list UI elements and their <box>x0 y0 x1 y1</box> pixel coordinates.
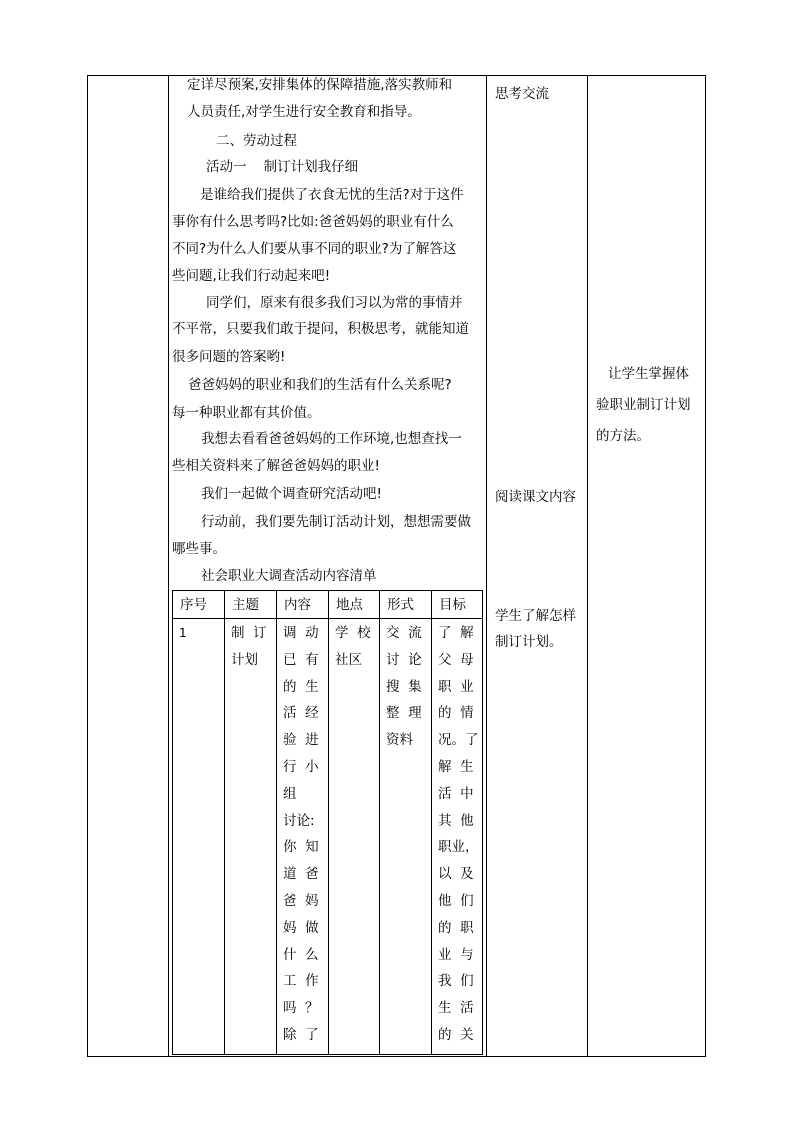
cell-line: 组 <box>283 785 297 802</box>
header-place: 地点 <box>329 591 380 619</box>
paragraph-line: 很多问题的答案哟! <box>172 349 286 365</box>
header-goal: 目标 <box>432 591 483 619</box>
cell-line: 妈 做 <box>283 919 319 936</box>
cell-line: 制 订 <box>231 625 267 641</box>
column-divider-3 <box>587 75 588 1057</box>
cell-line: 交 流 <box>386 625 422 641</box>
paragraph-line: 些问题,让我们行动起来吧! <box>172 268 331 284</box>
header-content: 内容 <box>277 591 329 619</box>
cell-line: 他 们 <box>438 893 474 909</box>
cell-line: 其 他 <box>438 812 474 829</box>
cell-line: 你 知 <box>283 839 319 856</box>
paragraph-line: 同学们，原来有很多我们习以为常的事情并 <box>206 295 463 311</box>
cell-line: 我 们 <box>438 973 474 990</box>
cell-form <box>380 619 432 1055</box>
student-activity-plan-1: 学生了解怎样 <box>495 608 576 624</box>
cell-line: 除 了 <box>283 1027 319 1043</box>
cell-line: 的 职 <box>438 919 474 936</box>
paragraph-line: 不同?为什么人们要从事不同的职业?为了解答这 <box>172 241 457 257</box>
cell-line: 况。了 <box>438 732 479 749</box>
paragraph-line: 哪些事。 <box>172 541 226 557</box>
cell-line: 计划 <box>231 651 258 668</box>
header-topic: 主题 <box>225 591 277 619</box>
cell-line: 活 中 <box>438 785 474 802</box>
paragraph-line: 定详尽预案,安排集体的保障措施,落实教师和 <box>187 77 453 93</box>
cell-line: 职业， <box>438 839 479 856</box>
cell-line: 社区 <box>335 651 362 668</box>
cell-line: 的 生 <box>283 678 319 695</box>
cell-topic <box>225 619 277 1055</box>
cell-line: 的 关 <box>438 1027 474 1043</box>
header-form: 形式 <box>380 591 432 619</box>
paragraph-line: 行动前，我们要先制订活动计划，想想需要做 <box>201 514 471 530</box>
cell-line: 业 与 <box>438 946 474 963</box>
cell-line: 工 作 <box>283 973 319 990</box>
activity-heading: 活动一 制订计划我仔细 <box>206 159 359 175</box>
paragraph-line: 我们一起做个调查研究活动吧! <box>201 486 382 502</box>
cell-content <box>277 619 329 1055</box>
cell-line: 讨论: <box>283 812 315 829</box>
cell-line: 什 么 <box>283 946 319 963</box>
paragraph-line: 不平常，只要我们敢于提问，积极思考，就能知道 <box>172 321 469 337</box>
cell-seq: 1 <box>173 619 225 1055</box>
cell-place <box>329 619 380 1055</box>
cell-line: 父 母 <box>438 651 474 668</box>
cell-line: 资料 <box>386 732 413 749</box>
design-intent-1: 让学生掌握体 <box>608 366 689 382</box>
cell-line: 行 小 <box>283 759 319 775</box>
paragraph-line: 些相关资料来了解爸爸妈妈的职业! <box>172 458 380 474</box>
cell-line: 生 活 <box>438 1000 474 1017</box>
cell-line: 的 情 <box>438 705 474 722</box>
paragraph-line: 我想去看看爸爸妈妈的工作环境,也想查找一 <box>201 431 462 447</box>
table-caption: 社会职业大调查活动内容清单 <box>201 568 377 584</box>
paragraph-line: 爸爸妈妈的职业和我们的生活有什么关系呢? <box>188 377 452 393</box>
cell-goal <box>432 619 483 1055</box>
student-activity-read: 阅读课文内容 <box>495 489 576 505</box>
cell-line: 搜 集 <box>386 678 422 695</box>
section-heading: 二、劳动过程 <box>216 133 297 149</box>
cell-line: 学 校 <box>335 625 371 641</box>
column-divider-1 <box>168 75 169 1057</box>
column-divider-2 <box>486 75 487 1057</box>
cell-line: 整 理 <box>386 705 422 722</box>
paragraph-line: 事你有什么思考吗?比如:爸爸妈妈的职业有什么 <box>172 214 454 230</box>
cell-line: 讨 论 <box>386 651 422 668</box>
cell-line: 职 业 <box>438 678 474 695</box>
student-activity-plan-2: 制订计划。 <box>495 634 563 650</box>
cell-line: 调 动 <box>283 625 319 641</box>
paragraph-line: 是谁给我们提供了衣食无忧的生活?对于这件 <box>200 187 464 203</box>
design-intent-3: 的方法。 <box>596 428 650 444</box>
cell-line: 了 解 <box>438 625 474 641</box>
paragraph-line: 每一种职业都有其价值。 <box>172 405 321 421</box>
header-seq: 序号 <box>173 591 225 619</box>
paragraph-line: 人员责任,对学生进行安全教育和指导。 <box>187 104 421 120</box>
cell-line: 以 及 <box>438 866 474 883</box>
cell-line: 活 经 <box>283 705 319 722</box>
design-intent-2: 验职业制订计划 <box>596 397 691 413</box>
cell-line: 验 进 <box>283 732 319 749</box>
student-activity-discuss: 思考交流 <box>495 86 549 102</box>
cell-line: 爸 妈 <box>283 893 319 909</box>
cell-line: 道 爸 <box>283 866 319 883</box>
survey-plan-table <box>172 590 483 1055</box>
cell-line: 解 生 <box>438 759 474 775</box>
cell-line: 已 有 <box>283 651 319 668</box>
cell-line: 吗 ？ <box>283 1000 319 1017</box>
